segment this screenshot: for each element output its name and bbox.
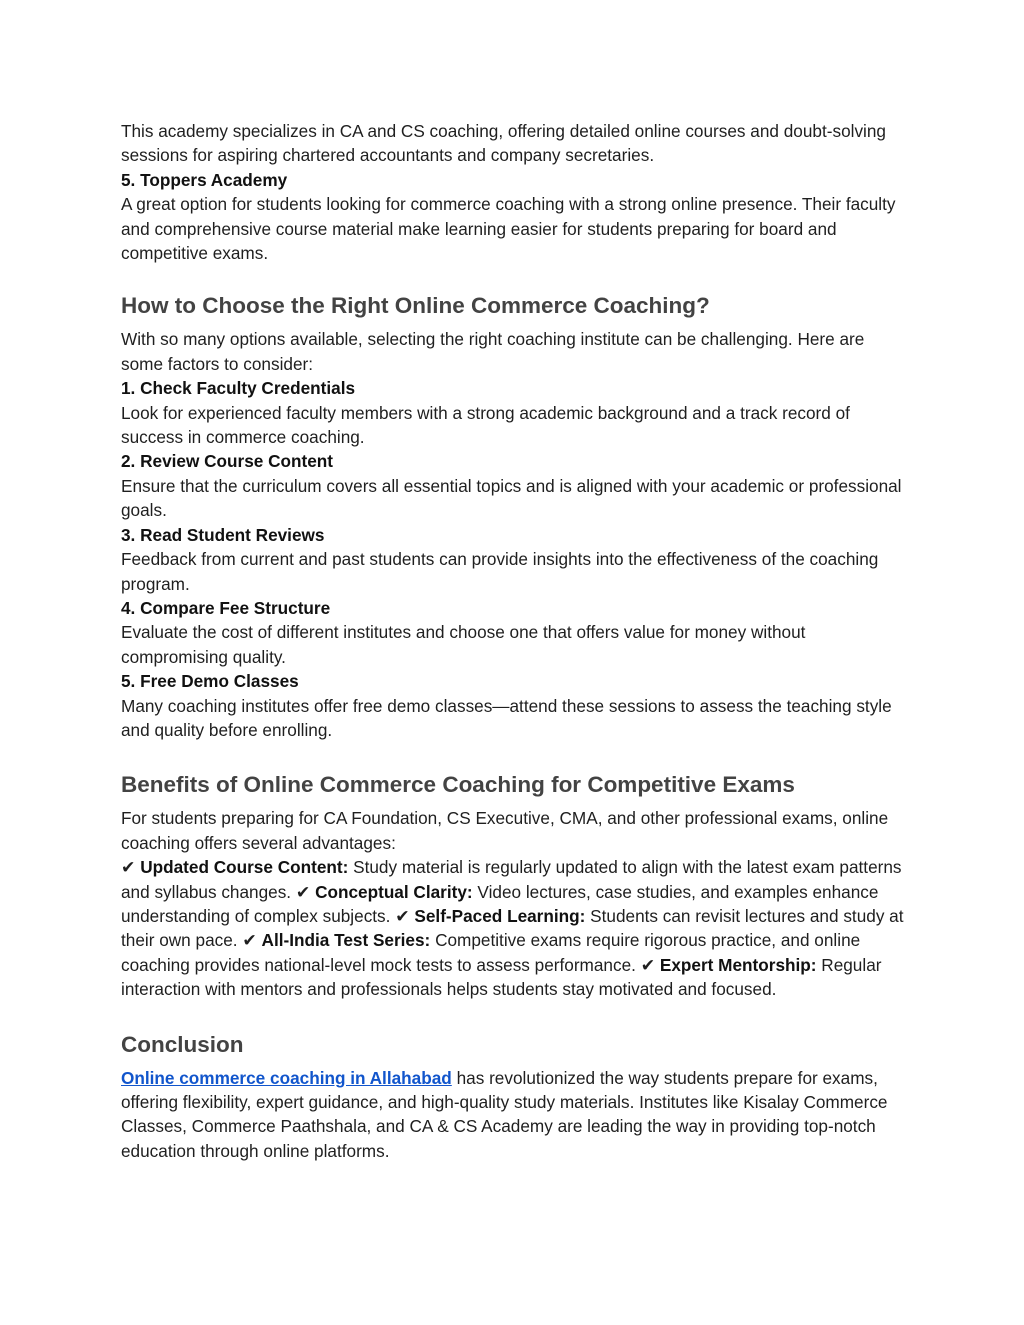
item-title-student-reviews: 3. Read Student Reviews xyxy=(121,524,325,545)
item-title-course-content: 2. Review Course Content xyxy=(121,451,334,472)
check-icon: ✔ xyxy=(121,857,136,878)
intro-paragraph: This academy specializes in CA and CS coaching, offering detailed online courses and doubt-solving sessions for aspiring chartered accountants and company secretaries. xyxy=(121,121,886,166)
check-icon: ✔ xyxy=(242,930,257,951)
check-icon: ✔ xyxy=(295,881,311,902)
benefits-list xyxy=(121,855,911,1001)
item-text-fee-structure: Evaluate the cost of different institutes and choose one that offers value for money without compromising quality. xyxy=(121,622,806,667)
benefit-text: Video lectures, case studies, and examples enhance understanding of complex subjects. xyxy=(121,881,879,926)
benefit-label: Expert Mentorship: xyxy=(659,954,817,975)
check-icon: ✔ xyxy=(640,954,656,975)
benefit-text: Study material is regularly updated to align with the latest exam patterns and syllabus changes. xyxy=(121,857,902,902)
item-title-toppers-academy: 5. Toppers Academy xyxy=(121,169,288,190)
item-text-toppers-academy: A great option for students looking for commerce coaching with a strong online presence. Their faculty and comprehensive course material make learning easier for students preparing for board and competitive exams. xyxy=(121,194,896,264)
benefit-label: Updated Course Content: xyxy=(140,857,349,878)
conclusion-text: has revolutionized the way students prepare for exams, offering flexibility, expert guidance, and high-quality study materials. Institutes like Kisalay Commerce Classes, Commerce Paathshala, and CA & CS Academy are leading the way in providing top-notch education through online platforms. xyxy=(121,1067,888,1161)
choose-intro: With so many options available, selecting the right coaching institute can be challenging. Here are some factors to consider: xyxy=(121,329,865,374)
conclusion-link[interactable]: Online commerce coaching in Allahabad xyxy=(121,1067,452,1088)
benefit-label: Self-Paced Learning: xyxy=(414,905,586,926)
item-text-faculty: Look for experienced faculty members with a strong academic background and a track record of success in commerce coaching. xyxy=(121,402,850,448)
document-page xyxy=(121,119,911,1163)
item-title-faculty: 1. Check Faculty Credentials xyxy=(121,378,356,399)
benefit-text: Competitive exams require rigorous practice, and online coaching provides national-level mock tests to assess performance. xyxy=(121,930,861,975)
item-title-demo-classes: 5. Free Demo Classes xyxy=(121,671,299,692)
check-icon: ✔ xyxy=(395,905,410,926)
item-text-demo-classes: Many coaching institutes offer free demo classes—attend these sessions to assess the teaching style and quality before enrolling. xyxy=(121,695,892,740)
heading-benefits: Benefits of Online Commerce Coaching for Competitive Exams xyxy=(121,772,795,798)
benefit-label: All-India Test Series: xyxy=(261,930,431,951)
conclusion-paragraph xyxy=(121,1066,911,1164)
benefits-intro: For students preparing for CA Foundation, CS Executive, CMA, and other professional exams, online coaching offers several advantages: xyxy=(121,808,889,853)
item-title-fee-structure: 4. Compare Fee Structure xyxy=(121,597,331,618)
benefit-label: Conceptual Clarity: xyxy=(315,881,473,902)
heading-how-to-choose: How to Choose the Right Online Commerce Coaching? xyxy=(121,293,710,319)
heading-conclusion: Conclusion xyxy=(121,1031,244,1057)
benefit-text: Students can revisit lectures and study at their own pace. xyxy=(121,905,904,951)
benefit-text: Regular interaction with mentors and professionals helps students stay motivated and focused. xyxy=(121,954,882,1000)
item-text-course-content: Ensure that the curriculum covers all essential topics and is aligned with your academic or professional goals. xyxy=(121,475,902,521)
item-text-student-reviews: Feedback from current and past students can provide insights into the effectiveness of the coaching program. xyxy=(121,549,879,594)
